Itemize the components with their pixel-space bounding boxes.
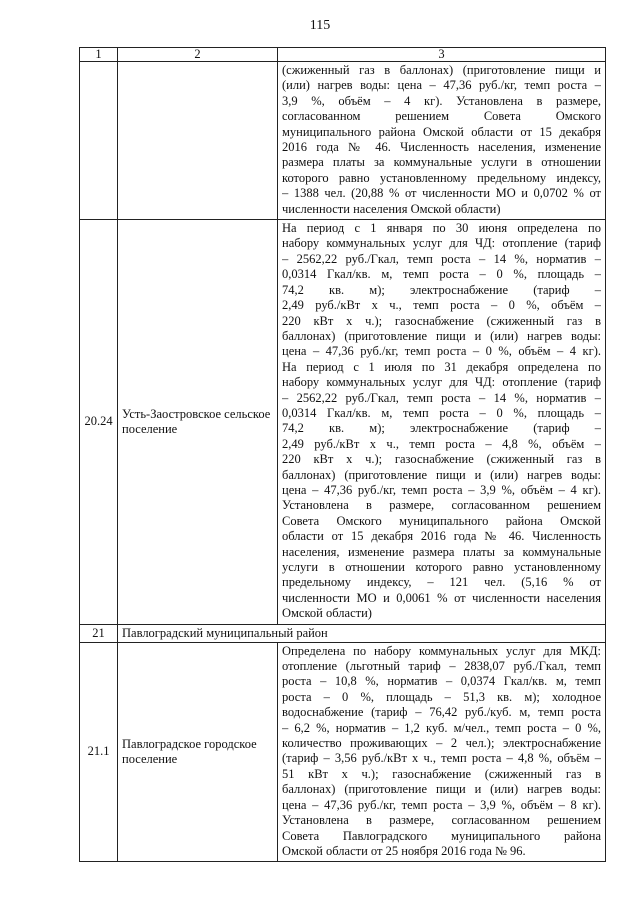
- text-line: баллонах) (приготовление пищи и (или) нагрев воды:: [282, 782, 601, 797]
- text-line: численности МО и 0,0061 % от численности населения: [282, 590, 601, 605]
- text-line: 2,49 руб./кВт х ч., темп роста – 4,8 %, объём –: [282, 436, 601, 451]
- row-number-cell: [80, 62, 118, 220]
- table-row-20-24: [80, 220, 606, 625]
- text-line: (сжиженный газ в баллонах) (приготовление пищи и: [282, 63, 601, 77]
- row-name-cell: [118, 62, 278, 220]
- row-number-cell: 21: [80, 624, 118, 642]
- text-line: На период с 1 января по 30 июня определена по: [282, 221, 601, 236]
- text-line: – 1388 чел. (20,88 % от численности МО и 0,0702 % от: [282, 186, 601, 201]
- text-line: отопление (льготный тариф – 2838,07 руб./Гкал, темп: [282, 659, 601, 674]
- text-line: количество проживающих – 2 чел.); электроснабжение: [282, 736, 601, 751]
- settlement-name-cell: Павлоградское городское поселение: [118, 642, 278, 862]
- text-line: Совета Павлоградского муниципального района: [282, 828, 601, 843]
- text-line: муниципального района Омской области от 15 декабря: [282, 124, 601, 139]
- text-line: численности населения Омской области): [282, 201, 501, 216]
- text-line: баллонах) (приготовление пищи и (или) нагрев воды:: [282, 467, 601, 482]
- text-line: (тариф – 3,56 руб./кВт х ч., темп роста – 4,8 %, объём –: [282, 751, 601, 766]
- text-line: области от 15 декабря 2016 года № 46. Численность: [282, 529, 601, 544]
- text-line: согласованном решением Совета Омского: [282, 109, 601, 124]
- text-line: размера платы за коммунальные услуги в отношении: [282, 155, 601, 170]
- header-col-2: 2: [118, 48, 278, 62]
- text-line: Совета Омского муниципального района Омской: [282, 513, 601, 528]
- district-name-cell: Павлоградский муниципальный район: [118, 624, 606, 642]
- text-line: (или) нагрев воды: цена – 47,36 руб./кг, темп роста –: [282, 78, 601, 93]
- description-text: [282, 644, 601, 860]
- text-line: роста – 10,8 %, норматив – 0,0374 Гкал/кв. м, темп: [282, 674, 601, 689]
- header-col-1: 1: [80, 48, 118, 62]
- header-col-3: 3: [278, 48, 606, 62]
- text-line: 220 кВт х ч.); газоснабжение (сжиженный газ в: [282, 452, 601, 467]
- text-line: – 2562,22 руб./Гкал, темп роста – 14 %, норматив –: [282, 251, 601, 266]
- row-description-cell: [278, 220, 606, 625]
- text-line: цена – 47,36 руб./кг, темп роста – 3,9 %, объём – 4 кг).: [282, 482, 601, 497]
- text-line: роста – 0 %, площадь – 51,3 кв. м); холодное: [282, 689, 601, 704]
- table-row-continuation: [80, 62, 606, 220]
- text-line: 74,2 кв. м); электроснабжение (тариф –: [282, 421, 601, 436]
- row-description-cell: [278, 642, 606, 862]
- row-number-cell: 20.24: [80, 220, 118, 625]
- text-line: 220 кВт х ч.); газоснабжение (сжиженный газ в: [282, 313, 601, 328]
- settlement-name-cell: Усть-Заостровское сельское поселение: [118, 220, 278, 625]
- text-line: 2,49 руб./кВт х ч., темп роста – 0 %, объём –: [282, 298, 601, 313]
- table-row-21-1: [80, 642, 606, 862]
- text-line: цена – 47,36 руб./кг, темп роста – 3,9 %, объём – 8 кг).: [282, 797, 601, 812]
- description-text: [282, 221, 601, 622]
- text-line: 74,2 кв. м); электроснабжение (тариф –: [282, 282, 601, 297]
- text-line: Омской области от 25 ноября 2016 года № 96.: [282, 843, 526, 858]
- table-row-21: [80, 624, 606, 642]
- text-line: – 6,2 %, норматив – 1,2 куб. м/чел., темп роста – 0 %,: [282, 720, 601, 735]
- text-line: 51 кВт х ч.); газоснабжение (сжиженный газ в: [282, 766, 601, 781]
- row-description-cell: [278, 62, 606, 220]
- text-line: – 2562,22 руб./Гкал, темп роста – 14 %, норматив –: [282, 390, 601, 405]
- tariff-table: [79, 47, 606, 862]
- table-header-row: [80, 48, 606, 62]
- text-line: баллонах) (приготовление пищи и (или) нагрев воды:: [282, 328, 601, 343]
- text-line: набору коммунальных услуг для ЧД: отопление (тариф: [282, 375, 601, 390]
- row-number-cell: 21.1: [80, 642, 118, 862]
- text-line: набору коммунальных услуг для ЧД: отопление (тариф: [282, 236, 601, 251]
- text-line: которого равно установленному предельному индексу,: [282, 170, 601, 185]
- text-line: услуги в отношении которого равно установленному: [282, 560, 601, 574]
- text-line: Омской области): [282, 606, 372, 621]
- text-line: 0,0314 Гкал/кв. м, темп роста – 0 %, площадь –: [282, 267, 601, 282]
- page-number: 115: [309, 18, 331, 33]
- text-line: Определена по набору коммунальных услуг для МКД:: [282, 643, 601, 658]
- text-line: 0,0314 Гкал/кв. м, темп роста – 0 %, площадь –: [282, 405, 601, 420]
- text-line: водоснабжение (тариф – 76,42 руб./куб. м, темп роста: [282, 705, 601, 720]
- text-line: Установлена в размере, согласованном решением: [282, 813, 601, 828]
- text-line: Установлена в размере, согласованном решением: [282, 498, 601, 513]
- description-text: [282, 63, 601, 217]
- text-line: предельному индексу, – 121 чел. (5,16 % от: [282, 575, 601, 590]
- text-line: 2016 года № 46. Численность населения, изменение: [282, 140, 601, 155]
- text-line: населения, изменение размера платы за коммунальные: [282, 544, 601, 559]
- text-line: цена – 47,36 руб./кг, темп роста – 0 %, объём – 4 кг).: [282, 344, 601, 359]
- text-line: На период с 1 июля по 31 декабря определена по: [282, 359, 601, 374]
- text-line: 3,9 %, объём – 4 кг). Установлена в размере,: [282, 93, 601, 108]
